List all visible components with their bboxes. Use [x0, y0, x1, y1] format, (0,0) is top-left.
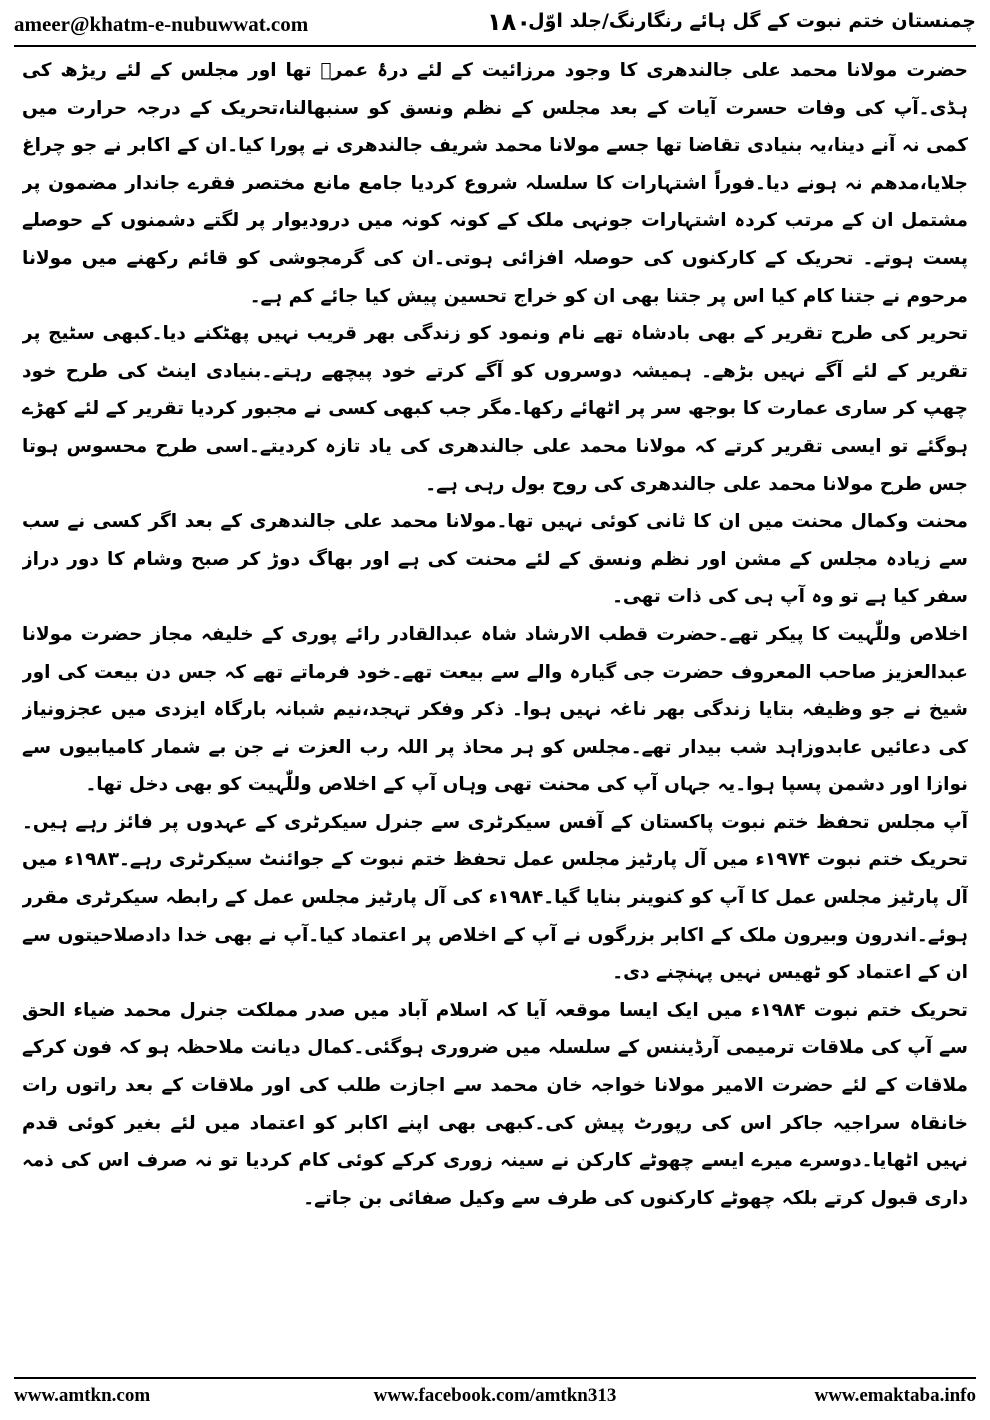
- page-header: [14, 6, 976, 42]
- paragraph: آپ مجلس تحفظ ختم نبوت پاکستان کے آفس سیکرٹری سے جنرل سیکرٹری کے عہدوں پر فائز رہے ہیں۔تحریک ختم نبوت ۱۹۷۴ء میں آل پارٹیز مجلس عمل تحفظ ختم نبوت کے جوائنٹ سیکرٹری رہے۔۱۹۸۳ء میں آل پارٹیز مجلس عمل کا آپ کو کنوینر بنایا گیا۔۱۹۸۴ء کی آل پارٹیز مجلس عمل کے رابطہ سیکرٹری مقرر ہوئے۔اندرون وبیرون ملک کے اکابر بزرگوں نے آپ کے اخلاص پر اعتماد کیا۔آپ نے بھی خدا دادصلاحیتوں سے ان کے اعتماد کو ٹھیس نہیں پہنچنے دی۔: [22, 811, 968, 984]
- paragraph: حضرت مولانا محمد علی جالندھری کا وجود مرزائیت کے لئے درۂ عمرؓ تھا اور مجلس کے لئے ریڑھ کی ہڈی۔آپ کی وفات حسرت آیات کے بعد مجلس کے نظم ونسق کو سنبھالنا،تحریک کے درجہ حرارت میں کمی نہ آنے دینا،یہ بنیادی تقاضا تھا جسے مولانا محمد شریف جالندھری نے پورا کیا۔ان کے اکابر نے جو چراغ جلایا،مدھم نہ ہونے دیا۔فوراً اشتہارات کا سلسلہ شروع کردیا جامع مانع مختصر فقرے جاندار مضمون پر مشتمل ان کے مرتب کردہ اشتہارات جونہی ملک کے کونہ کونہ میں درودیوار پر لگتے دشمنوں کے حوصلے پست ہوتے۔ تحریک کے کارکنوں کی حوصلہ افزائی ہوتی۔ان کی گرمجوشی کو قائم رکھنے میں مولانا مرحوم نے جتنا کام کیا اس پر جتنا بھی ان کو خراج تحسین پیش کیا جائے کم ہے۔: [22, 60, 968, 307]
- paragraph: اخلاص وللّٰہیت کا پیکر تھے۔حضرت قطب الارشاد شاہ عبدالقادر رائے پوری کے خلیفہ مجاز حضرت مولانا عبدالعزیز صاحب المعروف حضرت جی گیارہ والے سے بیعت تھے۔خود فرماتے تھے کہ جس دن بیعت کی اور شیخ نے جو وظیفہ بتایا زندگی بھر ناغہ نہیں ہوا۔ ذکر وفکر تہجد،نیم شبانہ بارگاہ ایزدی میں عجزونیاز کی دعائیں عابدوزاہد شب بیدار تھے۔مجلس کو ہر محاذ پر اللہ رب العزت نے جن بے شمار کامیابیوں سے نوازا اور دشمن پسپا ہوا۔یہ جہاں آپ کی محنت تھی وہاں آپ کے اخلاص وللّٰہیت کو بھی دخل تھا۔: [22, 623, 968, 796]
- page-footer: [14, 1383, 976, 1413]
- paragraph: محنت وکمال محنت میں ان کا ثانی کوئی نہیں تھا۔مولانا محمد علی جالندھری کے بعد اگر کسی نے سب سے زیادہ مجلس کے مشن اور نظم ونسق کے لئے محنت کی ہے اور بھاگ دوڑ کر صبح وشام کا دور دراز سفر کیا ہے تو وہ آپ ہی کی ذات تھی۔: [22, 511, 968, 608]
- footer-link-amtkn[interactable]: www.amtkn.com: [14, 1385, 151, 1406]
- paragraph: تحریک ختم نبوت ۱۹۸۴ء میں ایک ایسا موقعہ آیا کہ اسلام آباد میں صدر مملکت جنرل محمد ضیاء الحق سے آپ کی ملاقات ترمیمی آرڈیننس کے سلسلہ میں ضروری ہوگئی۔کمال دیانت ملاحظہ ہو کہ فون کرکے ملاقات کے لئے حضرت الامیر مولانا خواجہ خان محمد سے اجازت طلب کی اور ملاقات کے بعد راتوں رات خانقاہ سراجیہ جاکر اس کی رپورٹ پیش کی۔کبھی بھی اپنے اکابر کو اعتماد میں لئے بغیر کوئی قدم نہیں اٹھایا۔دوسرے میرے ایسے چھوٹے کارکن نے سینہ زوری کرکے کوئی کام کردیا تو نہ صرف اس کی ذمہ داری قبول کرتے بلکہ چھوٹے کارکنوں کی طرف سے وکیل صفائی بن جاتے۔: [22, 999, 968, 1209]
- book-title: چمنستان ختم نبوت کے گل ہائے رنگارنگ/جلد اوّل: [528, 10, 976, 32]
- header-email[interactable]: ameer@khatm-e-nubuwwat.com: [14, 12, 309, 36]
- header-divider: [14, 45, 976, 47]
- paragraph: تحریر کی طرح تقریر کے بھی بادشاہ تھے نام ونمود کو زندگی بھر قریب نہیں پھٹکنے دیا۔کبھی سٹیج پر تقریر کے لئے آگے نہیں بڑھے۔ ہمیشہ دوسروں کو آگے کرتے خود پیچھے رہتے۔بنیادی اینٹ کی طرح خود چھپ کر ساری عمارت کا بوجھ سر پر اٹھائے رکھا۔مگر جب کبھی کسی نے مجبور کردیا تقریر کے لئے کھڑے ہوگئے تو ایسی تقریر کرتے کہ مولانا محمد علی جالندھری کی یاد تازہ کردیتے۔اسی طرح محسوس ہوتا جس طرح مولانا محمد علی جالندھری کی روح بول رہی ہے۔: [22, 323, 968, 495]
- page-body: [22, 52, 968, 1364]
- footer-divider: [14, 1377, 976, 1379]
- page-number: ۱۸۰: [487, 8, 531, 36]
- footer-link-facebook[interactable]: www.facebook.com/amtkn313: [373, 1385, 617, 1406]
- footer-link-emaktaba[interactable]: www.emaktaba.info: [814, 1385, 976, 1406]
